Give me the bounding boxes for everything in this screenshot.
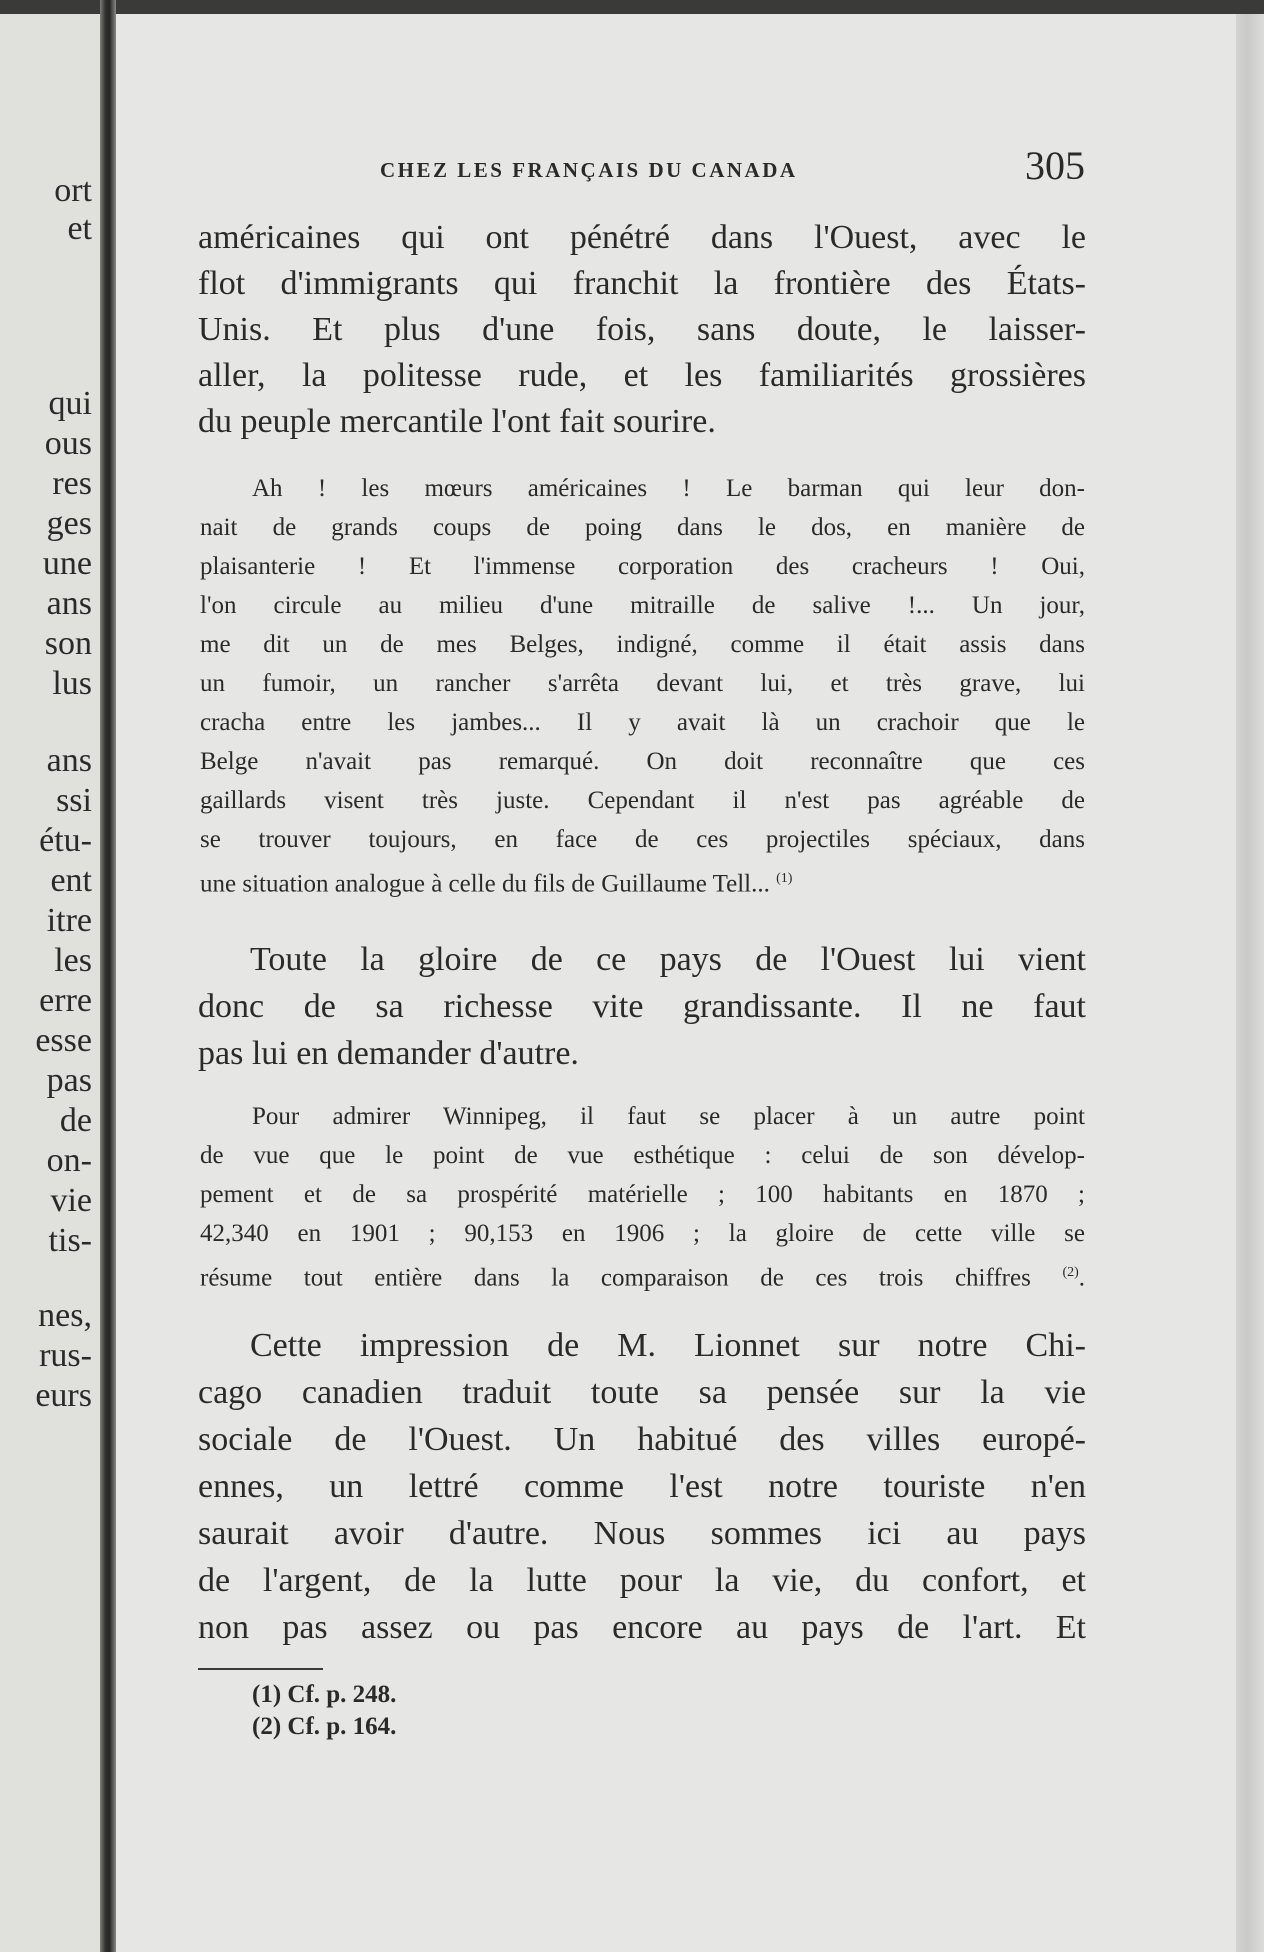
text-line: de l'argent, de la lutte pour la vie, du confort, et bbox=[198, 1562, 1086, 1599]
left-fragment: eurs bbox=[35, 1377, 92, 1414]
quote-line: de vue que le point de vue esthétique : celui de son dévelop- bbox=[200, 1142, 1085, 1169]
text-line: Toute la gloire de ce pays de l'Ouest lui vient bbox=[250, 941, 1086, 978]
text-line: ennes, un lettré comme l'est notre touriste n'en bbox=[198, 1468, 1086, 1505]
text-line: Unis. Et plus d'une fois, sans doute, le laisser- bbox=[198, 311, 1086, 348]
running-header bbox=[380, 143, 1085, 190]
left-fragment: rus- bbox=[39, 1337, 92, 1374]
quote-line: un fumoir, un rancher s'arrêta devant lui, et très grave, lui bbox=[200, 670, 1085, 697]
quote-line: cracha entre les jambes... Il y avait là un crachoir que le bbox=[200, 709, 1085, 736]
footnote-1: (1) Cf. p. 248. bbox=[252, 1681, 397, 1708]
left-fragment: ans bbox=[46, 585, 92, 622]
left-fragment: les bbox=[54, 942, 92, 979]
left-fragment: étu- bbox=[39, 822, 92, 859]
left-fragment: ssi bbox=[56, 782, 92, 819]
page-number: 305 bbox=[1025, 143, 1085, 188]
quote-line: gaillards visent très juste. Cependant il n'est pas agréable de bbox=[200, 787, 1085, 814]
left-fragment: ous bbox=[44, 425, 92, 462]
book-gutter bbox=[100, 0, 116, 1952]
quote-line bbox=[200, 864, 1085, 899]
left-fragment: une bbox=[42, 545, 92, 582]
text-line: donc de sa richesse vite grandissante. Il ne faut bbox=[198, 988, 1086, 1025]
text-line: sociale de l'Ouest. Un habitué des villes europé- bbox=[198, 1421, 1086, 1458]
text-line: saurait avoir d'autre. Nous sommes ici au pays bbox=[198, 1515, 1086, 1552]
quote-text: une situation analogue à celle du fils de Guillaume Tell... bbox=[200, 870, 770, 898]
page-stack-edge bbox=[1236, 14, 1264, 1952]
left-fragment: ans bbox=[46, 742, 92, 779]
left-fragment: vie bbox=[50, 1182, 92, 1219]
scan-top-edge bbox=[0, 0, 1264, 14]
left-fragment: son bbox=[44, 625, 92, 662]
text-line: non pas assez ou pas encore au pays de l'art. Et bbox=[198, 1609, 1086, 1646]
running-title: CHEZ LES FRANÇAIS DU CANADA bbox=[380, 158, 798, 182]
left-fragment: on- bbox=[46, 1142, 92, 1179]
quote-line: Ah ! les mœurs américaines ! Le barman qui leur don- bbox=[252, 475, 1085, 502]
quote-line: Belge n'avait pas remarqué. On doit reconnaître que ces bbox=[200, 748, 1085, 775]
quote-line: l'on circule au milieu d'une mitraille de salive !... Un jour, bbox=[200, 592, 1085, 619]
quote-line: 42,340 en 1901 ; 90,153 en 1906 ; la gloire de cette ville se bbox=[200, 1220, 1085, 1247]
quote-line: me dit un de mes Belges, indigné, comme il était assis dans bbox=[200, 631, 1085, 658]
text-line: flot d'immigrants qui franchit la frontière des États- bbox=[198, 265, 1086, 302]
left-fragment: res bbox=[52, 465, 92, 502]
footnote-rule bbox=[198, 1668, 323, 1670]
left-fragment: nes, bbox=[38, 1297, 92, 1334]
text-line: du peuple mercantile l'ont fait sourire. bbox=[198, 403, 716, 440]
left-fragment: tis- bbox=[48, 1222, 92, 1259]
text-line: aller, la politesse rude, et les familiarités grossières bbox=[198, 357, 1086, 394]
quote-line bbox=[200, 1258, 1085, 1293]
text-line: américaines qui ont pénétré dans l'Ouest, avec le bbox=[198, 219, 1086, 256]
text-line: pas lui en demander d'autre. bbox=[198, 1035, 579, 1072]
quote-line: pement et de sa prospérité matérielle ; 100 habitants en 1870 ; bbox=[200, 1181, 1085, 1208]
footnote-reference: (1) bbox=[776, 871, 793, 886]
left-fragment: qui bbox=[48, 385, 92, 422]
left-fragment: lus bbox=[52, 665, 92, 702]
quote-line: se trouver toujours, en face de ces projectiles spéciaux, dans bbox=[200, 826, 1085, 853]
left-fragment: et bbox=[67, 210, 92, 247]
left-fragment: pas bbox=[46, 1062, 92, 1099]
text-line: Cette impression de M. Lionnet sur notre Chi- bbox=[250, 1327, 1086, 1364]
left-page-edge bbox=[0, 14, 100, 1952]
footnote-2: (2) Cf. p. 164. bbox=[252, 1713, 397, 1740]
right-page bbox=[116, 14, 1236, 1952]
quote-text: résume tout entière dans la comparaison de ces trois chiffres bbox=[200, 1264, 1031, 1292]
quote-line: nait de grands coups de poing dans le dos, en manière de bbox=[200, 514, 1085, 541]
left-fragment: esse bbox=[35, 1022, 92, 1059]
left-fragment: ges bbox=[46, 505, 92, 542]
quote-end-punctuation: . bbox=[1078, 1264, 1086, 1292]
quote-line: plaisanterie ! Et l'immense corporation des cracheurs ! Oui, bbox=[200, 553, 1085, 580]
text-line: cago canadien traduit toute sa pensée sur la vie bbox=[198, 1374, 1086, 1411]
footnote-reference: (2) bbox=[1062, 1265, 1079, 1280]
quote-line: Pour admirer Winnipeg, il faut se placer à un autre point bbox=[252, 1103, 1085, 1130]
left-fragment: itre bbox=[46, 902, 92, 939]
left-fragment: ort bbox=[54, 172, 92, 209]
left-fragment: de bbox=[59, 1102, 92, 1139]
left-fragment: ent bbox=[50, 862, 92, 899]
left-fragment: erre bbox=[39, 982, 92, 1019]
